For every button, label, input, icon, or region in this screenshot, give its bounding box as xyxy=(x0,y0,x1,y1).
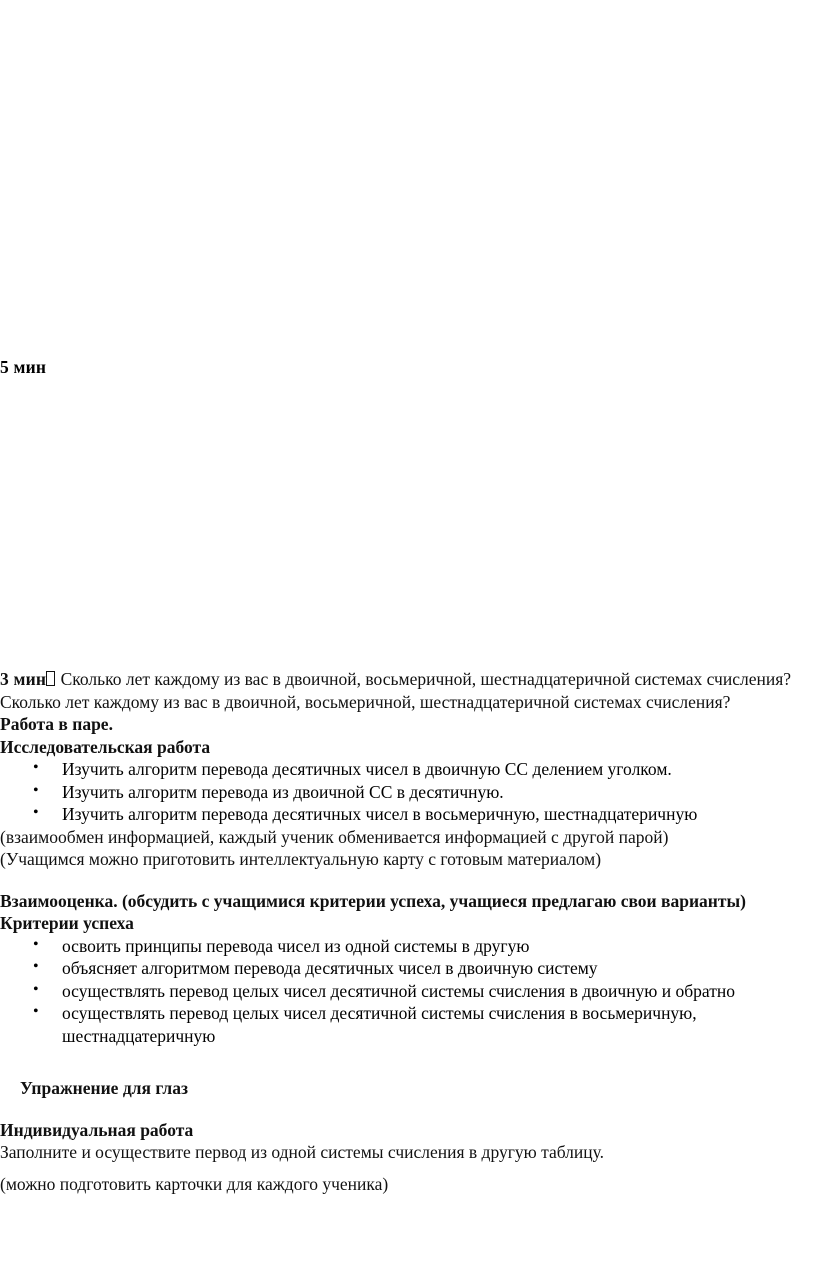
note-mind-map: (Учащимся можно приготовить интеллектуальную карту с готовым материалом) xyxy=(0,849,602,869)
heading-research-work: Исследовательская работа xyxy=(0,736,211,757)
question-text-second: Сколько лет каждому из вас в двоичной, восьмеричной, шестнадцатеричной системах счисления? xyxy=(0,691,731,712)
question-text-second-paragraph xyxy=(0,691,816,714)
list-item xyxy=(0,935,816,958)
timing-note-second: 3 мин xyxy=(0,669,47,689)
list-item xyxy=(0,1002,816,1047)
note-cards: (можно подготовить карточки для каждого ученика) xyxy=(0,1173,389,1194)
individual-work-instruction: Заполните и осуществите первод из одной системы счисления в другую таблицу. xyxy=(0,1142,605,1162)
note-information-exchange: (взаимообмен информацией, каждый ученик обменивается информацией с другой парой) xyxy=(0,826,669,847)
peer-assessment-paragraph: Взаимооценка. (обсудить с учащимися критерии успеха, учащиеся предлагаю свои варианты) xyxy=(0,890,746,911)
spacer xyxy=(0,1047,816,1077)
missing-glyph-icon xyxy=(46,671,55,686)
success-criteria-text: освоить принципы перевода чисел из одной системы в другую xyxy=(62,935,530,956)
list-item xyxy=(0,781,816,804)
list-item xyxy=(0,758,816,781)
research-bullet-text: Изучить алгоритм перевода десятичных чисел в двоичную СС делением уголком. xyxy=(62,759,672,779)
spacer xyxy=(0,1164,816,1173)
heading-pair-work: Работа в паре. xyxy=(0,714,113,734)
spacer xyxy=(0,1100,816,1119)
timing-and-question-paragraph xyxy=(0,668,816,691)
lesson-content-block xyxy=(0,668,816,1195)
question-text-first: Сколько лет каждому из вас в двоичной, восьмеричной, шестнадцатеричной системах счисления? xyxy=(60,669,792,689)
list-item xyxy=(0,957,816,980)
research-work-bullet-list xyxy=(0,758,816,826)
spacer xyxy=(0,871,816,890)
list-item xyxy=(0,980,816,1003)
research-bullet-text: Изучить алгоритм перевода из двоичной СС в десятичную. xyxy=(62,781,504,802)
list-item xyxy=(0,803,816,826)
heading-eye-exercise: Упражнение для глаз xyxy=(20,1078,188,1098)
heading-individual-work: Индивидуальная работа xyxy=(0,1119,194,1140)
heading-success-criteria: Критерии успеха xyxy=(0,913,134,933)
success-criteria-text: осуществлять перевод целых чисел десятичной системы счисления в восьмеричную, шестнадцатеричную xyxy=(62,1003,697,1046)
research-bullet-text: Изучить алгоритм перевода десятичных чисел в восьмеричную, шестнадцатеричную xyxy=(62,804,698,824)
success-criteria-bullet-list xyxy=(0,935,816,1048)
success-criteria-text: осуществлять перевод целых чисел десятичной системы счисления в двоичную и обратно xyxy=(62,980,735,1001)
success-criteria-text: объясняет алгоритмом перевода десятичных чисел в двоичную систему xyxy=(62,958,598,978)
timing-note-first: 5 мин xyxy=(0,357,47,377)
